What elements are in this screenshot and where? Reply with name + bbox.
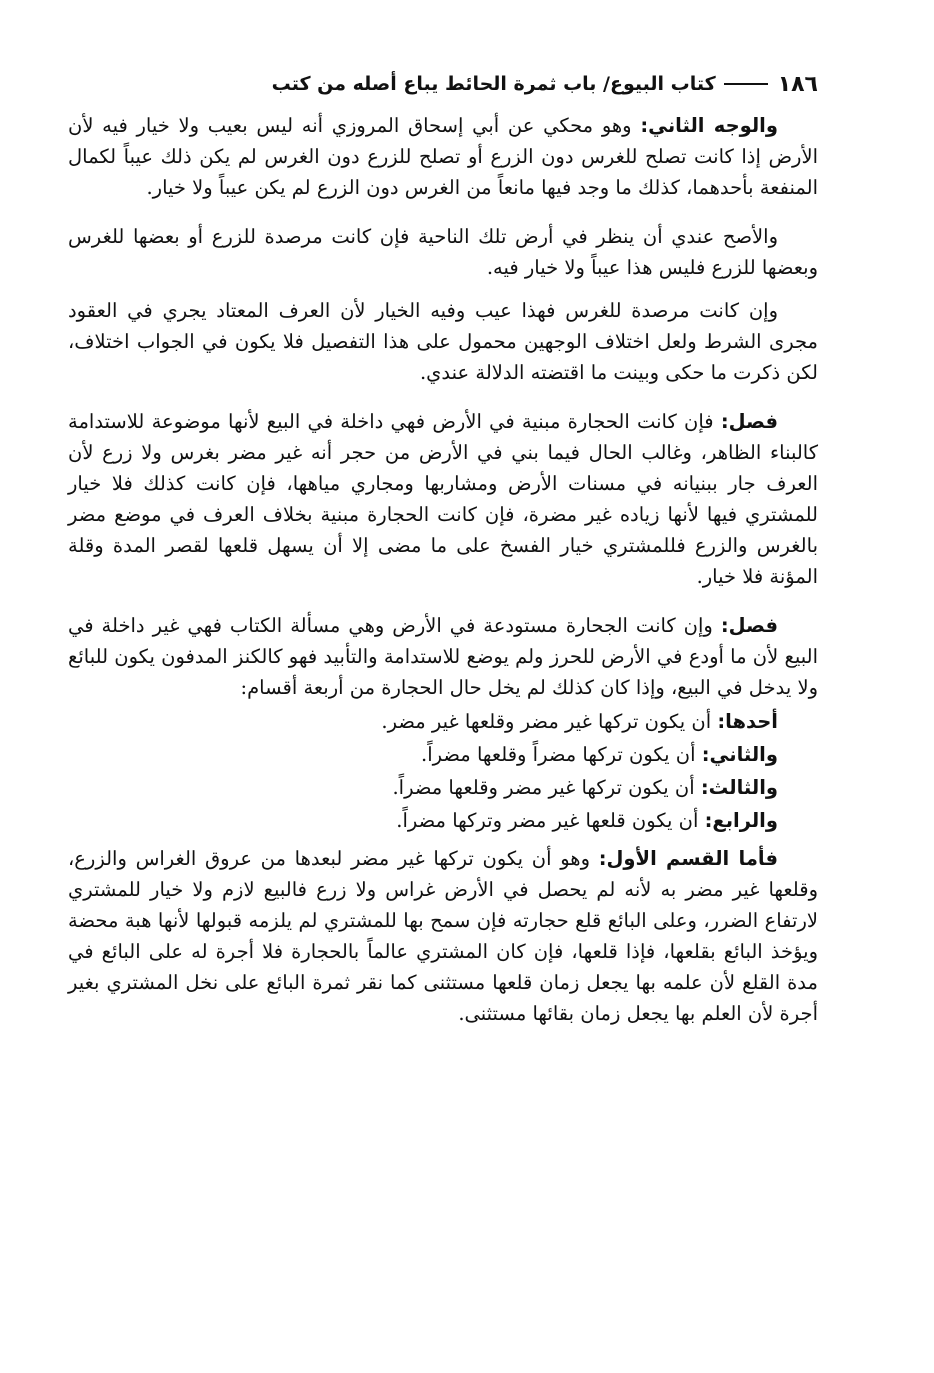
- division-item: [68, 771, 818, 804]
- division-label: والثالث:: [700, 776, 778, 799]
- paragraph-text: وهو أن يكون تركها غير مضر لبعدها من عروق الغراس والزرع، وقلعها غير مضر به لأنه لم يحصل في الأرض غراس ولا زرع فالبيع لازم ولا خيار للمشتري لارتفاع الضرر، وعلى البائع قلع حجارته فإن سمح بها للمشتري لم يلزمه قبولها لأنها هبة محضة ويؤخذ البائع بقلعها، فإذا قلعها، فإن كان المشتري عالماً بالحجارة فلا أجرة له على البائع في مدة القلع لأن علمه بها يجعل زمان قلعها مستثنى كما نقر ثمرة البائع على نخل المشتري بغير أجرة لأن العلم بها يجعل زمان بقائها مستثنى.: [68, 847, 818, 1025]
- page-number: ١٨٦: [777, 71, 818, 97]
- running-title: كتاب البيوع/ باب ثمرة الحائط يباع أصله من كتب: [271, 73, 716, 95]
- paragraph-lead: فأما القسم الأول:: [598, 847, 779, 870]
- division-text: أن يكون تركها غير مضر وقلعها غير مضر.: [381, 710, 718, 733]
- division-item: [68, 804, 818, 837]
- page-header: [68, 64, 818, 104]
- paragraph-preferred-view: [68, 221, 818, 283]
- division-item: [68, 705, 818, 738]
- division-text: أن يكون تركها مضراً وقلعها مضراً.: [421, 743, 702, 766]
- paragraph-first-division: [68, 843, 818, 1029]
- paragraph-second-aspect: [68, 110, 818, 203]
- paragraph-section-built-stones: [68, 406, 818, 592]
- section-label: فصل:: [720, 614, 778, 637]
- paragraph-text: وإن كانت الجحارة مستودعة في الأرض وهي مسألة الكتاب فهي غير داخلة في البيع لأن ما أودع في الأرض للحرز ولم يوضع للاستدامة والتأبيد فهو كالكنز المدفون يكون للبائع ولا يدخل في البيع، وإذا كان كذلك لم يخل حال الحجارة من أربعة أقسام:: [68, 614, 818, 699]
- body-text: [68, 110, 818, 1029]
- book-page: [68, 64, 818, 1029]
- header-rule: [724, 83, 768, 85]
- division-text: أن يكون قلعها غير مضر وتركها مضراً.: [396, 809, 705, 832]
- division-item: [68, 738, 818, 771]
- division-text: أن يكون تركها غير مضر وقلعها مضراً.: [392, 776, 701, 799]
- section-label: فصل:: [720, 410, 778, 433]
- division-list: [68, 705, 818, 837]
- division-label: والرابع:: [704, 809, 778, 832]
- paragraph-lead: والوجه الثاني:: [640, 114, 778, 137]
- paragraph-text: فإن كانت الحجارة مبنية في الأرض فهي داخلة في البيع لأنها موضوعة للاستدامة كالبناء الظاهر، وغالب الحال فيما بني في الأرض من حجر أنه غير مضر بغرس ولا زرع لأن العرف جار ببنيانه في مسنات الأرض ومشاربها ومجاري مياهها، فإن كانت كذلك فلا خيار للمشتري فيها لأنها زياده غير مضرة، فإن كانت الحجارة مبنية بخلاف العرف في موضع مضر بالغرس والزرع فللمشتري خيار الفسخ على ما مضى إلا أن يسهل قلعها لقصر المدة وقلة المؤنة فلا خيار.: [68, 410, 818, 588]
- division-label: والثاني:: [701, 743, 778, 766]
- paragraph-text: وإن كانت مرصدة للغرس فهذا عيب وفيه الخيار لأن العرف المعتاد يجري في العقود مجرى الشرط ولعل اختلاف الوجهين محمول على هذا التفصيل فلا يكون في الجواب اختلاف، لكن ذكرت ما حكى وبينت ما اقتضته الدلالة عندي.: [68, 299, 818, 384]
- paragraph-text: وهو محكي عن أبي إسحاق المروزي أنه ليس بعيب ولا خيار فيه لأن الأرض إذا كانت تصلح للغرس دون الزرع أو تصلح للزرع دون الغرس لم يكن ذلك عيباً لكمال المنفعة بأحدهما، كذلك ما وجد فيها مانعاً من الغرس دون الزرع لم يكن عيباً ولا خيار.: [68, 114, 818, 199]
- paragraph-text: والأصح عندي أن ينظر في أرض تلك الناحية فإن كانت مرصدة للزرع أو بعضها للغرس وبعضها للزرع فليس هذا عيباً ولا خيار فيه.: [68, 225, 818, 279]
- division-label: أحدها:: [717, 710, 778, 733]
- paragraph-section-deposited-stones: [68, 610, 818, 703]
- paragraph-planting-reserved: [68, 295, 818, 388]
